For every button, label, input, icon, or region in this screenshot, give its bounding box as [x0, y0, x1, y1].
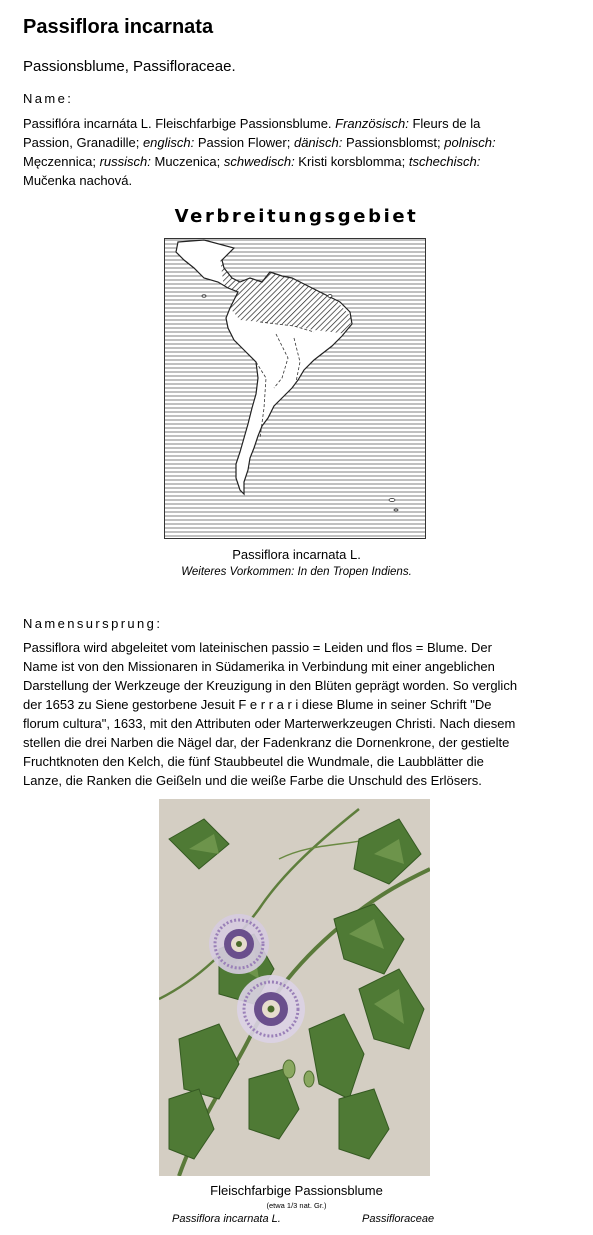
language-label: tschechisch: — [408, 154, 481, 169]
name-text: Passion Flower; — [194, 135, 294, 150]
origin-section-label: Namensursprung: — [23, 616, 163, 631]
name-text: Męczennica; — [23, 154, 100, 169]
name-text: Passion, Granadille; — [23, 135, 143, 150]
origin-paragraph — [23, 638, 568, 790]
name-text: Muczenica; — [150, 154, 224, 169]
name-section-label: Name: — [23, 91, 74, 106]
passionflower-plate-image — [159, 799, 430, 1176]
map-caption: Passiflora incarnata L. — [232, 547, 361, 562]
origin-line: Passiflora wird abgeleitet vom lateinischen passio = Leiden und flos = Blume. Der — [23, 640, 492, 655]
illustration-caption: Fleischfarbige Passionsblume — [210, 1183, 383, 1198]
origin-line: Name ist von den Missionaren in Südamerika in Verbindung mit einer angeblichen — [23, 659, 495, 674]
page-title: Passiflora incarnata — [23, 16, 214, 38]
name-text: Passiflóra incarnáta L. Fleischfarbige Passionsblume. — [23, 116, 336, 131]
south-america-map-image — [164, 238, 426, 539]
name-text: Passionsblomst; — [342, 135, 445, 150]
language-label: russisch: — [99, 154, 151, 169]
passionflower-illustration — [159, 799, 430, 1176]
illustration-scale: (etwa 1/3 nat. Gr.) — [266, 1201, 327, 1210]
illustration-species: Passiflora incarnata L. — [172, 1213, 281, 1225]
name-text: Kristi korsblomma; — [294, 154, 409, 169]
distribution-heading: Verbreitungsgebiet — [174, 206, 419, 227]
name-line — [23, 114, 568, 133]
distribution-map — [164, 238, 426, 539]
name-paragraph — [23, 114, 568, 190]
name-line — [23, 133, 568, 152]
name-text: Fleurs de la — [408, 116, 481, 131]
origin-line: der 1653 zu Siene gestorbene Jesuit F e r r a r i diese Blume in seiner Schrift "De — [23, 697, 492, 712]
name-line — [23, 152, 568, 171]
language-label: englisch: — [142, 135, 195, 150]
origin-line: Fruchtknoten den Kelch, die fünf Staubbeutel die Wundmale, die Laubblätter die — [23, 754, 484, 769]
origin-line: Lanze, die Ranken die Geißeln und die weiße Farbe die Unschuld des Erlösers. — [23, 773, 482, 788]
page-subtitle: Passionsblume, Passifloraceae. — [23, 58, 236, 75]
map-note: Weiteres Vorkommen: In den Tropen Indiens. — [181, 566, 412, 578]
name-text: Mučenka nachová. — [23, 173, 133, 188]
language-label: schwedisch: — [223, 154, 295, 169]
name-line — [23, 171, 568, 190]
origin-line: Darstellung der Werkzeuge der Kreuzigung in den Blüten geprägt worden. So verglich — [23, 678, 518, 693]
origin-line: florum cultura", 1633, mit den Attributen oder Marterwerkzeugen Christi. Nach diesem — [23, 716, 516, 731]
language-label: dänisch: — [293, 135, 343, 150]
language-label: polnisch: — [444, 135, 496, 150]
illustration-family: Passifloraceae — [362, 1213, 435, 1225]
origin-line: stellen die drei Narben die Nägel dar, der Fadenkranz die Dornenkrone, der gestielte — [23, 735, 510, 750]
language-label: Französisch: — [335, 116, 409, 131]
